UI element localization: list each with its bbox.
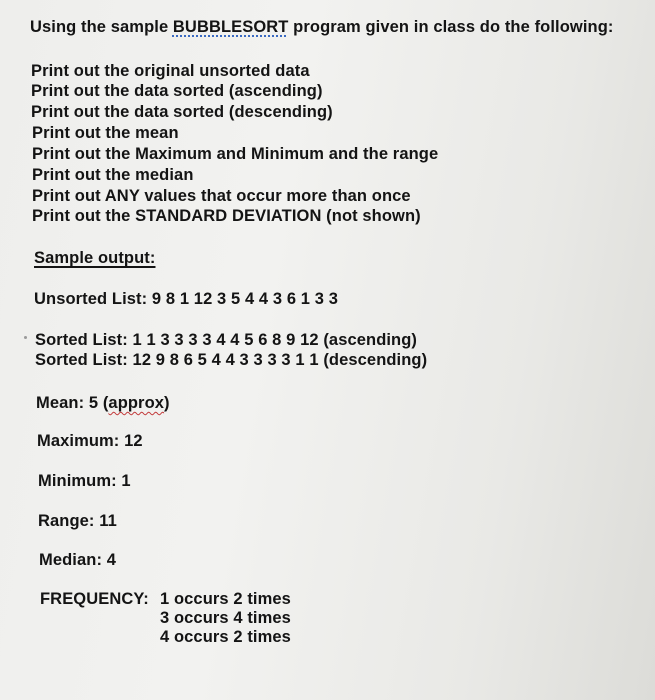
mean-prefix: Mean: 5 ( xyxy=(36,394,109,412)
heading-suffix: program given in class do the following: xyxy=(288,18,614,36)
task-item: Print out the STANDARD DEVIATION (not shown) xyxy=(32,207,421,225)
program-name: BUBBLESORT xyxy=(172,18,289,36)
frequency-entry: 4 occurs 2 times xyxy=(160,628,291,646)
frequency-label: FREQUENCY: xyxy=(40,590,149,608)
frequency-entry: 1 occurs 2 times xyxy=(160,590,291,608)
range-value: Range: 11 xyxy=(38,512,117,530)
task-item: Print out the mean xyxy=(32,124,179,142)
frequency-entry: 3 occurs 4 times xyxy=(160,609,291,627)
minimum-value: Minimum: 1 xyxy=(38,472,131,490)
mean-value xyxy=(36,394,170,413)
task-item: Print out the Maximum and Minimum and the range xyxy=(32,145,439,163)
median-value: Median: 4 xyxy=(39,551,116,569)
heading-prefix: Using the sample xyxy=(30,18,173,36)
sorted-descending: Sorted List: 12 9 8 6 5 4 4 3 3 3 3 1 1 (descending) xyxy=(35,351,428,369)
task-item: Print out the data sorted (ascending) xyxy=(31,82,323,100)
cursor-dot xyxy=(24,336,27,339)
sorted-ascending: Sorted List: 1 1 3 3 3 3 4 4 5 6 8 9 12 (ascending) xyxy=(35,331,418,349)
task-item: Print out ANY values that occur more than once xyxy=(32,187,411,205)
mean-approx-word: approx xyxy=(108,394,165,412)
unsorted-list: Unsorted List: 9 8 1 12 3 5 4 4 3 6 1 3 3 xyxy=(34,290,338,308)
task-item: Print out the data sorted (descending) xyxy=(31,103,333,121)
mean-suffix: ) xyxy=(164,394,170,412)
sample-output-title: Sample output: xyxy=(34,249,156,267)
instructions-heading xyxy=(30,18,613,37)
task-item: Print out the median xyxy=(32,166,194,184)
maximum-value: Maximum: 12 xyxy=(37,432,143,450)
task-item: Print out the original unsorted data xyxy=(31,62,310,80)
